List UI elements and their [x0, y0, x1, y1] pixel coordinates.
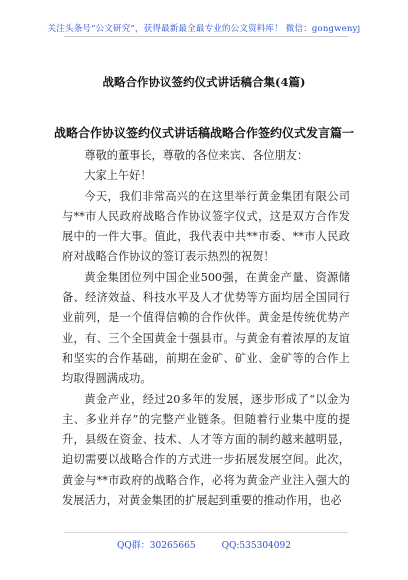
- salutation-paragraph: 尊敬的董事长，尊敬的各位来宾、各位朋友：: [84, 149, 309, 162]
- footer-contact: [0, 538, 408, 551]
- qq-number-text: QQ:535304092: [221, 541, 291, 551]
- document-title: 战略合作协议签约仪式讲话稿合集(4篇): [102, 75, 306, 89]
- footer-divider: [64, 532, 348, 533]
- section-title: 战略合作协议签约仪式讲话稿战略合作签约仪式发言篇一: [53, 126, 354, 140]
- body-paragraph: 黄金产业，经过20多年的发展，逐步形成了“以金为主、多业并存”的完整产业链条。但随着行业集中度的提升，县级在资金、技术、人才等方面的制约越来越明显，迫切需要以战略合作的方式进一步拓展发展空间。此次，黄金与**市政府的战略合作，必将为黄金产业注入强大的发展活力，对黄金集团的扩展起到重要的推动作用，也必: [62, 392, 350, 508]
- header-divider: [64, 36, 348, 37]
- body-paragraph: 黄金集团位列中国企业500强，在黄金产量、资源储备、经济效益、科技水平及人才优势等方面均居全国同行业前列，是一个值得信赖的合作伙伴。黄金是传统优势产业，有、三个全国黄金十强县市。与黄金有着浓厚的友谊和坚实的合作基础，前期在金矿、矿业、金矿等的合作上均取得圆满成功。: [62, 270, 350, 386]
- document-body: [62, 146, 350, 511]
- body-paragraph: 今天，我们非常高兴的在这里举行黄金集团有限公司与**市人民政府战略合作协议签字仪式，这是双方合作发展中的一件大事。值此，我代表中共**市委、**市人民政府对战略合作协议的签订表示热烈的祝贺！: [62, 189, 350, 264]
- qq-group-text: QQ群：30265665: [117, 541, 196, 551]
- header-promo-note: 关注头条号“公文研究”，获得最新最全最专业的公文资料库！ 微信：gongwenyj: [47, 24, 361, 34]
- greeting-paragraph: 大家上午好！: [84, 169, 152, 183]
